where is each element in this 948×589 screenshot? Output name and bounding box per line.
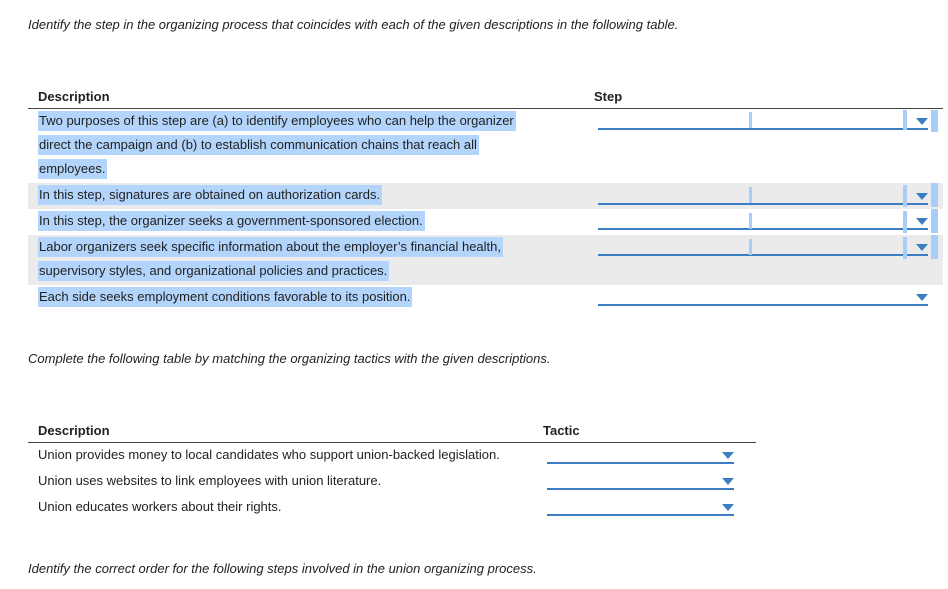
row-1-line-1: Two purposes of this step are (a) to identify employees who can help the organizer [38, 111, 516, 131]
step-dropdown-row-5[interactable] [598, 284, 928, 306]
step-dropdown-row-4[interactable] [598, 234, 928, 256]
table1-description-header: Description [38, 89, 110, 104]
table1-row-4-description [38, 235, 578, 283]
selection-mark [931, 209, 938, 233]
table1-row-1-description [38, 109, 578, 181]
table2-tactic-header: Tactic [543, 423, 580, 438]
selection-mark [931, 235, 938, 259]
row-4-line-2: supervisory styles, and organizational policies and practices. [38, 261, 389, 281]
selection-mark [931, 110, 938, 132]
selection-mark [749, 187, 752, 203]
selection-mark [903, 237, 907, 259]
selection-mark [749, 213, 752, 229]
chevron-down-icon [722, 478, 734, 485]
chevron-down-icon [722, 452, 734, 459]
row-5-line-1: Each side seeks employment conditions favorable to its position. [38, 287, 412, 307]
table2-row-3-description: Union educates workers about their rights. [38, 499, 282, 514]
selection-mark [903, 110, 907, 130]
row-4-line-1: Labor organizers seek specific information about the employer’s financial health, [38, 237, 503, 257]
selection-mark [903, 185, 907, 207]
step-dropdown-row-2[interactable] [598, 183, 928, 205]
instruction-step-identification: Identify the step in the organizing process that coincides with each of the given descriptions in the following table. [28, 17, 679, 32]
table1-row-3-description [38, 209, 425, 233]
tactic-dropdown-row-1[interactable] [547, 442, 734, 464]
chevron-down-icon [916, 118, 928, 125]
table2-description-header: Description [38, 423, 110, 438]
table1-step-header: Step [594, 89, 623, 104]
step-dropdown-row-1[interactable] [598, 108, 928, 130]
instruction-order-steps: Identify the correct order for the following steps involved in the union organizing process. [28, 561, 537, 576]
table1-row-5-description [38, 285, 412, 309]
row-1-line-3: employees. [38, 159, 107, 179]
step-dropdown-row-3[interactable] [598, 208, 928, 230]
chevron-down-icon [916, 218, 928, 225]
selection-mark [903, 211, 907, 233]
selection-mark [931, 183, 938, 207]
chevron-down-icon [916, 294, 928, 301]
table1-row-2-description [38, 183, 382, 207]
selection-mark [749, 239, 752, 255]
table2-row-2-description: Union uses websites to link employees with union literature. [38, 473, 382, 488]
tactic-dropdown-row-2[interactable] [547, 468, 734, 490]
row-1-line-2: direct the campaign and (b) to establish communication chains that reach all [38, 135, 479, 155]
chevron-down-icon [916, 193, 928, 200]
row-3-line-1: In this step, the organizer seeks a government-sponsored election. [38, 211, 425, 231]
chevron-down-icon [916, 244, 928, 251]
row-2-line-1: In this step, signatures are obtained on authorization cards. [38, 185, 382, 205]
tactic-dropdown-row-3[interactable] [547, 494, 734, 516]
chevron-down-icon [722, 504, 734, 511]
instruction-tactic-matching: Complete the following table by matching the organizing tactics with the given descriptions. [28, 351, 551, 366]
table2-row-1-description: Union provides money to local candidates who support union-backed legislation. [38, 447, 500, 462]
selection-mark [749, 112, 752, 128]
